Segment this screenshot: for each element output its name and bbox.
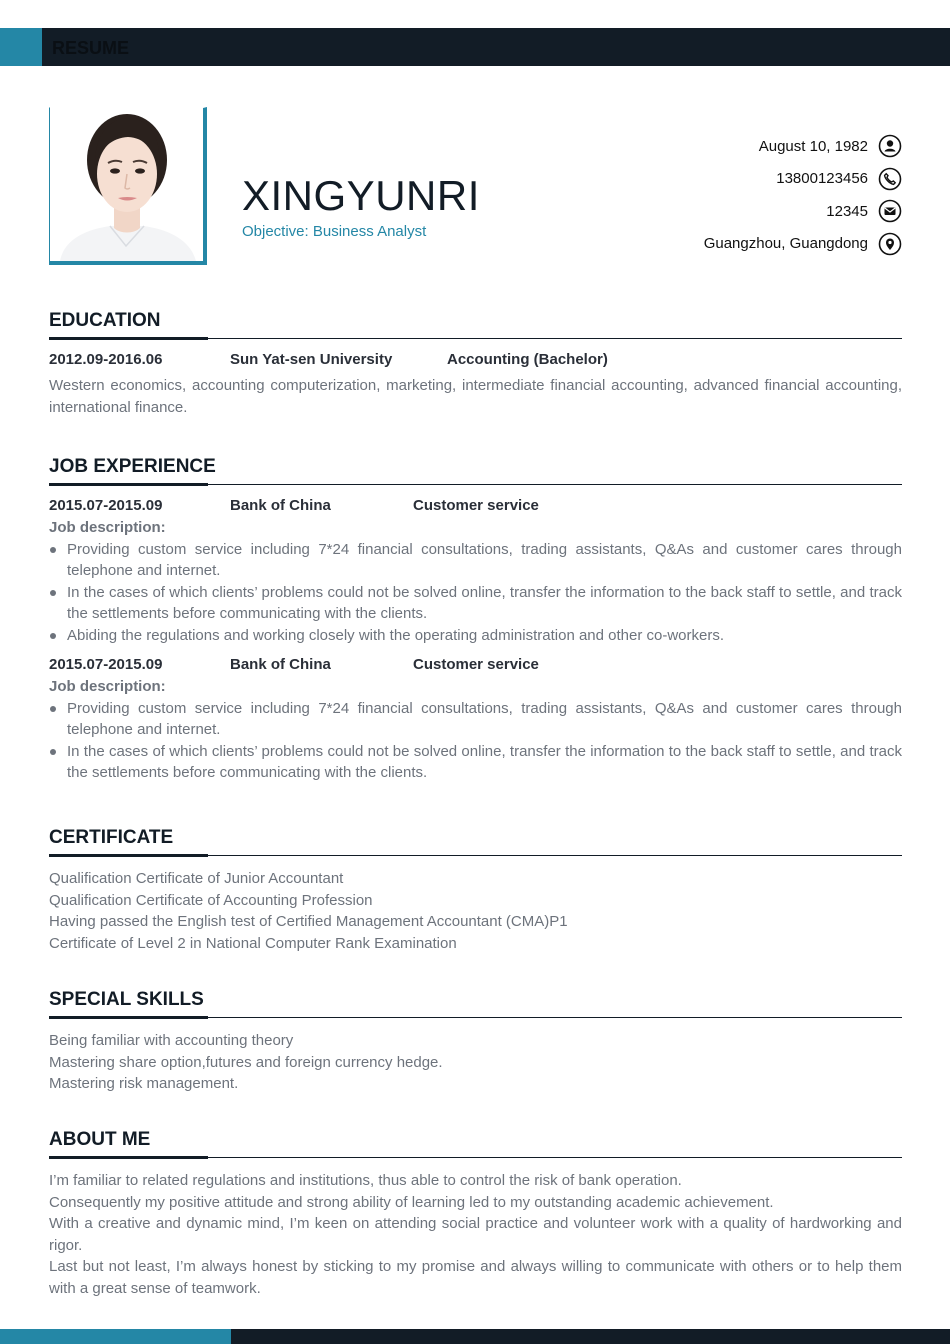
top-banner-accent [0, 28, 42, 66]
list-item: Qualification Certificate of Accounting Profession [49, 891, 373, 909]
job-role: Customer service [413, 497, 539, 514]
section-divider [49, 854, 902, 858]
about-heading: ABOUT ME [49, 1129, 151, 1150]
job-header [49, 495, 902, 517]
section-divider [49, 337, 902, 341]
contact-mail [602, 195, 902, 228]
person-icon [878, 134, 902, 158]
phone-icon [878, 167, 902, 191]
list-item: Having passed the English test of Certified Management Accountant (CMA)P1 [49, 913, 568, 930]
job-entry [49, 495, 902, 646]
objective: Objective: Business Analyst [242, 223, 427, 240]
location-icon [878, 232, 902, 256]
job-role: Customer service [413, 656, 539, 673]
job-description-label: Job description: [49, 678, 166, 695]
section-divider [49, 483, 902, 487]
list-item: Mastering risk management. [49, 1075, 239, 1092]
job-bullets [49, 698, 902, 784]
contact-birthdate [602, 130, 902, 163]
bottom-banner-accent [0, 1329, 231, 1344]
portrait-image [50, 108, 203, 261]
section-divider [49, 1016, 902, 1020]
profile-photo [49, 107, 207, 265]
job-description-label: Job description: [49, 519, 166, 536]
bottom-banner [0, 1329, 950, 1344]
certificate-list [49, 868, 902, 954]
job-date: 2015.07-2015.09 [49, 656, 163, 673]
list-item: Providing custom service including 7*24 financial consultations, trading assistants, Q&As and customer cares through telephone and internet. [49, 539, 902, 582]
contact-phone [602, 163, 902, 196]
phone-text: 13800123456 [776, 170, 868, 188]
certificate-section [49, 826, 902, 954]
about-list [49, 1170, 902, 1299]
list-item: Being familiar with accounting theory [49, 1032, 294, 1049]
certificate-heading: CERTIFICATE [49, 827, 174, 848]
top-banner [0, 28, 950, 66]
contact-info [602, 130, 902, 260]
list-item: Qualification Certificate of Junior Accountant [49, 870, 344, 887]
location-text: Guangzhou, Guangdong [703, 235, 868, 253]
education-major: Accounting (Bachelor) [447, 351, 608, 368]
list-item: With a creative and dynamic mind, I’m keen on attending social practice and volunteer work with a quality of hardworking and rigor. [49, 1215, 902, 1254]
job-bullets [49, 539, 902, 647]
job-company: Bank of China [230, 656, 331, 673]
job-date: 2015.07-2015.09 [49, 497, 163, 514]
education-school: Sun Yat-sen University [230, 351, 393, 368]
job-company: Bank of China [230, 497, 331, 514]
list-item: Certificate of Level 2 in National Computer Rank Examination [49, 934, 457, 952]
education-date: 2012.09-2016.06 [49, 351, 163, 368]
mail-icon [878, 199, 902, 223]
skills-heading: SPECIAL SKILLS [49, 989, 204, 1010]
section-divider [49, 1156, 902, 1160]
job-entry [49, 654, 902, 784]
skills-list [49, 1030, 902, 1095]
education-section [49, 309, 902, 418]
birthdate-text: August 10, 1982 [758, 137, 868, 155]
list-item: Mastering share option,futures and foreign currency hedge. [49, 1053, 443, 1071]
resume-label: RESUME [52, 38, 130, 58]
candidate-name: XINGYUNRI [242, 172, 480, 219]
education-heading: EDUCATION [49, 310, 161, 331]
list-item: In the cases of which clients’ problems could not be solved online, transfer the information to the back staff to settle, and track the settlements before communicating with the clients. [49, 582, 902, 625]
experience-section [49, 455, 902, 784]
skills-section [49, 988, 902, 1095]
education-description: Western economics, accounting computerization, marketing, intermediate financial accounting, advanced financial accounting, international finance. [49, 377, 902, 416]
about-section [49, 1128, 902, 1299]
list-item: I’m familiar to related regulations and institutions, thus able to control the risk of bank operation. [49, 1172, 682, 1189]
list-item: Providing custom service including 7*24 financial consultations, trading assistants, Q&As and customer cares through telephone and internet. [49, 698, 902, 741]
mail-text: 12345 [826, 202, 868, 220]
list-item: Last but not least, I’m always honest by sticking to my promise and always willing to communicate with others or to help them with a great sense of teamwork. [49, 1258, 902, 1297]
list-item: Consequently my positive attitude and strong ability of learning led to my outstanding academic achievement. [49, 1193, 774, 1211]
contact-location [602, 228, 902, 261]
list-item: Abiding the regulations and working closely with the operating administration and other co-workers. [49, 625, 902, 647]
job-header [49, 654, 902, 676]
experience-heading: JOB EXPERIENCE [49, 456, 216, 477]
education-entry [49, 349, 902, 371]
list-item: In the cases of which clients’ problems could not be solved online, transfer the information to the back staff to settle, and track the settlements before communicating with the clients. [49, 741, 902, 784]
